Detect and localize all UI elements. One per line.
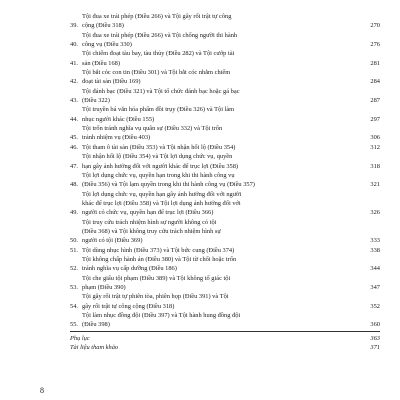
- entry-page: 333: [370, 237, 380, 245]
- entry-page: 270: [370, 22, 380, 30]
- entry-title-line: Tội dùng nhục hình (Điều 373) và Tội bức cung (Điều 374): [82, 246, 235, 254]
- entry-title-line: Tội chiếm đoạt tàu bay, tàu thủy (Điều 282) và Tội cướp tài: [82, 50, 235, 58]
- entry-title-line: khác để trục lợi (Điều 358) và Tội lợi dụng ảnh hưởng đối với: [82, 199, 241, 207]
- entry-title-line: tránh nhiệm vụ (Điều 403): [82, 134, 151, 142]
- entry-title-line: đoạt tài sản (Điều 169): [82, 78, 141, 86]
- entry-page: 281: [370, 59, 380, 67]
- entry-number: 45.: [70, 134, 78, 142]
- toc-entry: [70, 190, 380, 218]
- entry-title-line: Tội làm nhục đồng đội (Điều 397) và Tội hành hung đồng đội: [82, 312, 241, 319]
- appendix-entry: [70, 343, 380, 352]
- entry-page: 344: [370, 265, 380, 273]
- entry-page: 312: [370, 143, 380, 151]
- entry-page: 287: [370, 97, 380, 105]
- entry-title-line: Tội đua xe trái phép (Điều 266) và Tội gây rối trật tự công: [82, 13, 232, 20]
- entry-page: 363: [370, 334, 380, 342]
- entry-title-line: Tội bắt cóc con tin (Điều 301) và Tội bắt cóc nhằm chiếm: [82, 69, 231, 77]
- entry-page: 318: [370, 162, 380, 170]
- entry-title-line: Tội truyền bá văn hóa phẩm đồi trụy (Điều 326) và Tội làm: [82, 106, 235, 114]
- entry-number: 46.: [70, 143, 78, 151]
- entry-page: 371: [370, 344, 380, 352]
- entry-page: 338: [370, 246, 380, 254]
- toc-entry: [70, 143, 380, 152]
- entry-title-line: hạn gây ảnh hưởng đối với người khác để trục lợi (Điều 358): [82, 162, 239, 170]
- entry-page: 276: [370, 41, 380, 49]
- entry-title-line: gây rối trật tự công cộng (Điều 318): [82, 302, 175, 310]
- entry-number: 50.: [70, 237, 78, 245]
- entry-page: 306: [370, 134, 380, 142]
- toc-entry: [70, 49, 380, 68]
- entry-number: 39.: [70, 22, 78, 30]
- toc-entry: [70, 171, 380, 190]
- toc-entries: [70, 12, 380, 330]
- entry-number: 51.: [70, 246, 78, 254]
- entry-title-line: người có tội (Điều 369): [82, 237, 143, 245]
- entry-number: 48.: [70, 181, 78, 189]
- entry-number: 53.: [70, 283, 78, 291]
- entry-title-line: người có chức vụ, quyền hạn để trục lợi (Điều 366): [82, 209, 214, 217]
- entry-title-line: Tội nhận hối lộ (Điều 354) và Tội lợi dụng chức vụ, quyền: [82, 153, 233, 161]
- entry-title-line: Tội lợi dụng chức vụ, quyền hạn trong khi thi hành công vụ: [82, 171, 235, 179]
- toc-entry: [70, 274, 380, 293]
- entry-title-line: (Điều 368) và Tội không truy cứu trách nhiệm hình sự: [82, 227, 221, 235]
- toc-entry: [70, 12, 380, 31]
- entry-title-line: phạm (Điều 390): [82, 283, 126, 291]
- entry-number: 49.: [70, 209, 78, 217]
- entry-title-line: (Điều 356) và Tội lạm quyền trong khi thi hành công vụ (Điều 357): [82, 181, 255, 189]
- entry-title-line: Tội gây rối trật tự phiên tòa, phiên họp (Điều 391) và Tội: [82, 293, 229, 301]
- section-divider: [70, 331, 380, 332]
- toc-entry: [70, 311, 380, 330]
- entry-page: 326: [370, 209, 380, 217]
- entry-title-line: Tội che giấu tội phạm (Điều 389) và Tội không tố giác tội: [82, 274, 231, 282]
- toc-entry: [70, 124, 380, 143]
- toc-entry: [70, 218, 380, 246]
- entry-page: 360: [370, 321, 380, 329]
- toc-entry: [70, 246, 380, 255]
- toc-entry: [70, 292, 380, 311]
- entry-title-line: (Điều 398): [82, 321, 110, 329]
- entry-number: 40.: [70, 41, 78, 49]
- toc-entry: [70, 105, 380, 124]
- toc-appendices: [70, 334, 380, 353]
- entry-title-line: Tội lợi dụng chức vụ, quyền hạn gây ảnh hưởng đối với người: [82, 190, 242, 198]
- entry-title-line: công vụ (Điều 330): [82, 41, 132, 49]
- entry-title-line: nhục người khác (Điều 155): [82, 115, 155, 123]
- entry-title-line: Tội trốn tránh nghĩa vụ quân sự (Điều 332) và Tội trốn: [82, 125, 223, 133]
- toc-entry: [70, 31, 380, 50]
- toc-entry: [70, 255, 380, 274]
- entry-page: 321: [370, 181, 380, 189]
- entry-page: 352: [370, 302, 380, 310]
- entry-title-line: tránh nghĩa vụ cấp dưỡng (Điều 186): [82, 265, 177, 273]
- entry-title-line: Tài liệu tham khảo: [70, 344, 119, 352]
- entry-number: 52.: [70, 265, 78, 273]
- entry-number: 42.: [70, 78, 78, 86]
- entry-number: 55.: [70, 321, 78, 329]
- entry-title-line: Tội tham ô tài sản (Điều 353) và Tội nhận hối lộ (Điều 354): [82, 143, 236, 151]
- entry-page: 347: [370, 283, 380, 291]
- entry-title-line: Tội không chấp hành án (Điều 380) và Tội từ chối hoặc trốn: [82, 255, 237, 263]
- entry-number: 44.: [70, 115, 78, 123]
- entry-number: 43.: [70, 97, 78, 105]
- table-of-contents: [70, 12, 380, 352]
- entry-page: 284: [370, 78, 380, 86]
- entry-title-line: Tội đua xe trái phép (Điều 266) và Tội chống người thi hành: [82, 31, 238, 39]
- toc-entry: [70, 152, 380, 171]
- toc-entry: [70, 68, 380, 87]
- toc-entry: [70, 87, 380, 106]
- entry-title-line: cộng (Điều 318): [82, 22, 124, 30]
- entry-title-line: Tội truy cứu trách nhiệm hình sự người không có tội: [82, 218, 217, 226]
- entry-number: 41.: [70, 59, 78, 67]
- entry-title-line: Tội đánh bạc (Điều 321) và Tội tổ chức đánh bạc hoặc gá bạc: [82, 87, 240, 95]
- entry-number: 47.: [70, 162, 78, 170]
- entry-title-line: Phụ lục: [70, 334, 90, 342]
- appendix-entry: [70, 334, 380, 343]
- entry-number: 54.: [70, 302, 78, 310]
- entry-title-line: sản (Điều 168): [82, 59, 120, 67]
- entry-page: 297: [370, 115, 380, 123]
- entry-title-line: (Điều 322): [82, 97, 110, 105]
- page-number: 8: [40, 386, 44, 395]
